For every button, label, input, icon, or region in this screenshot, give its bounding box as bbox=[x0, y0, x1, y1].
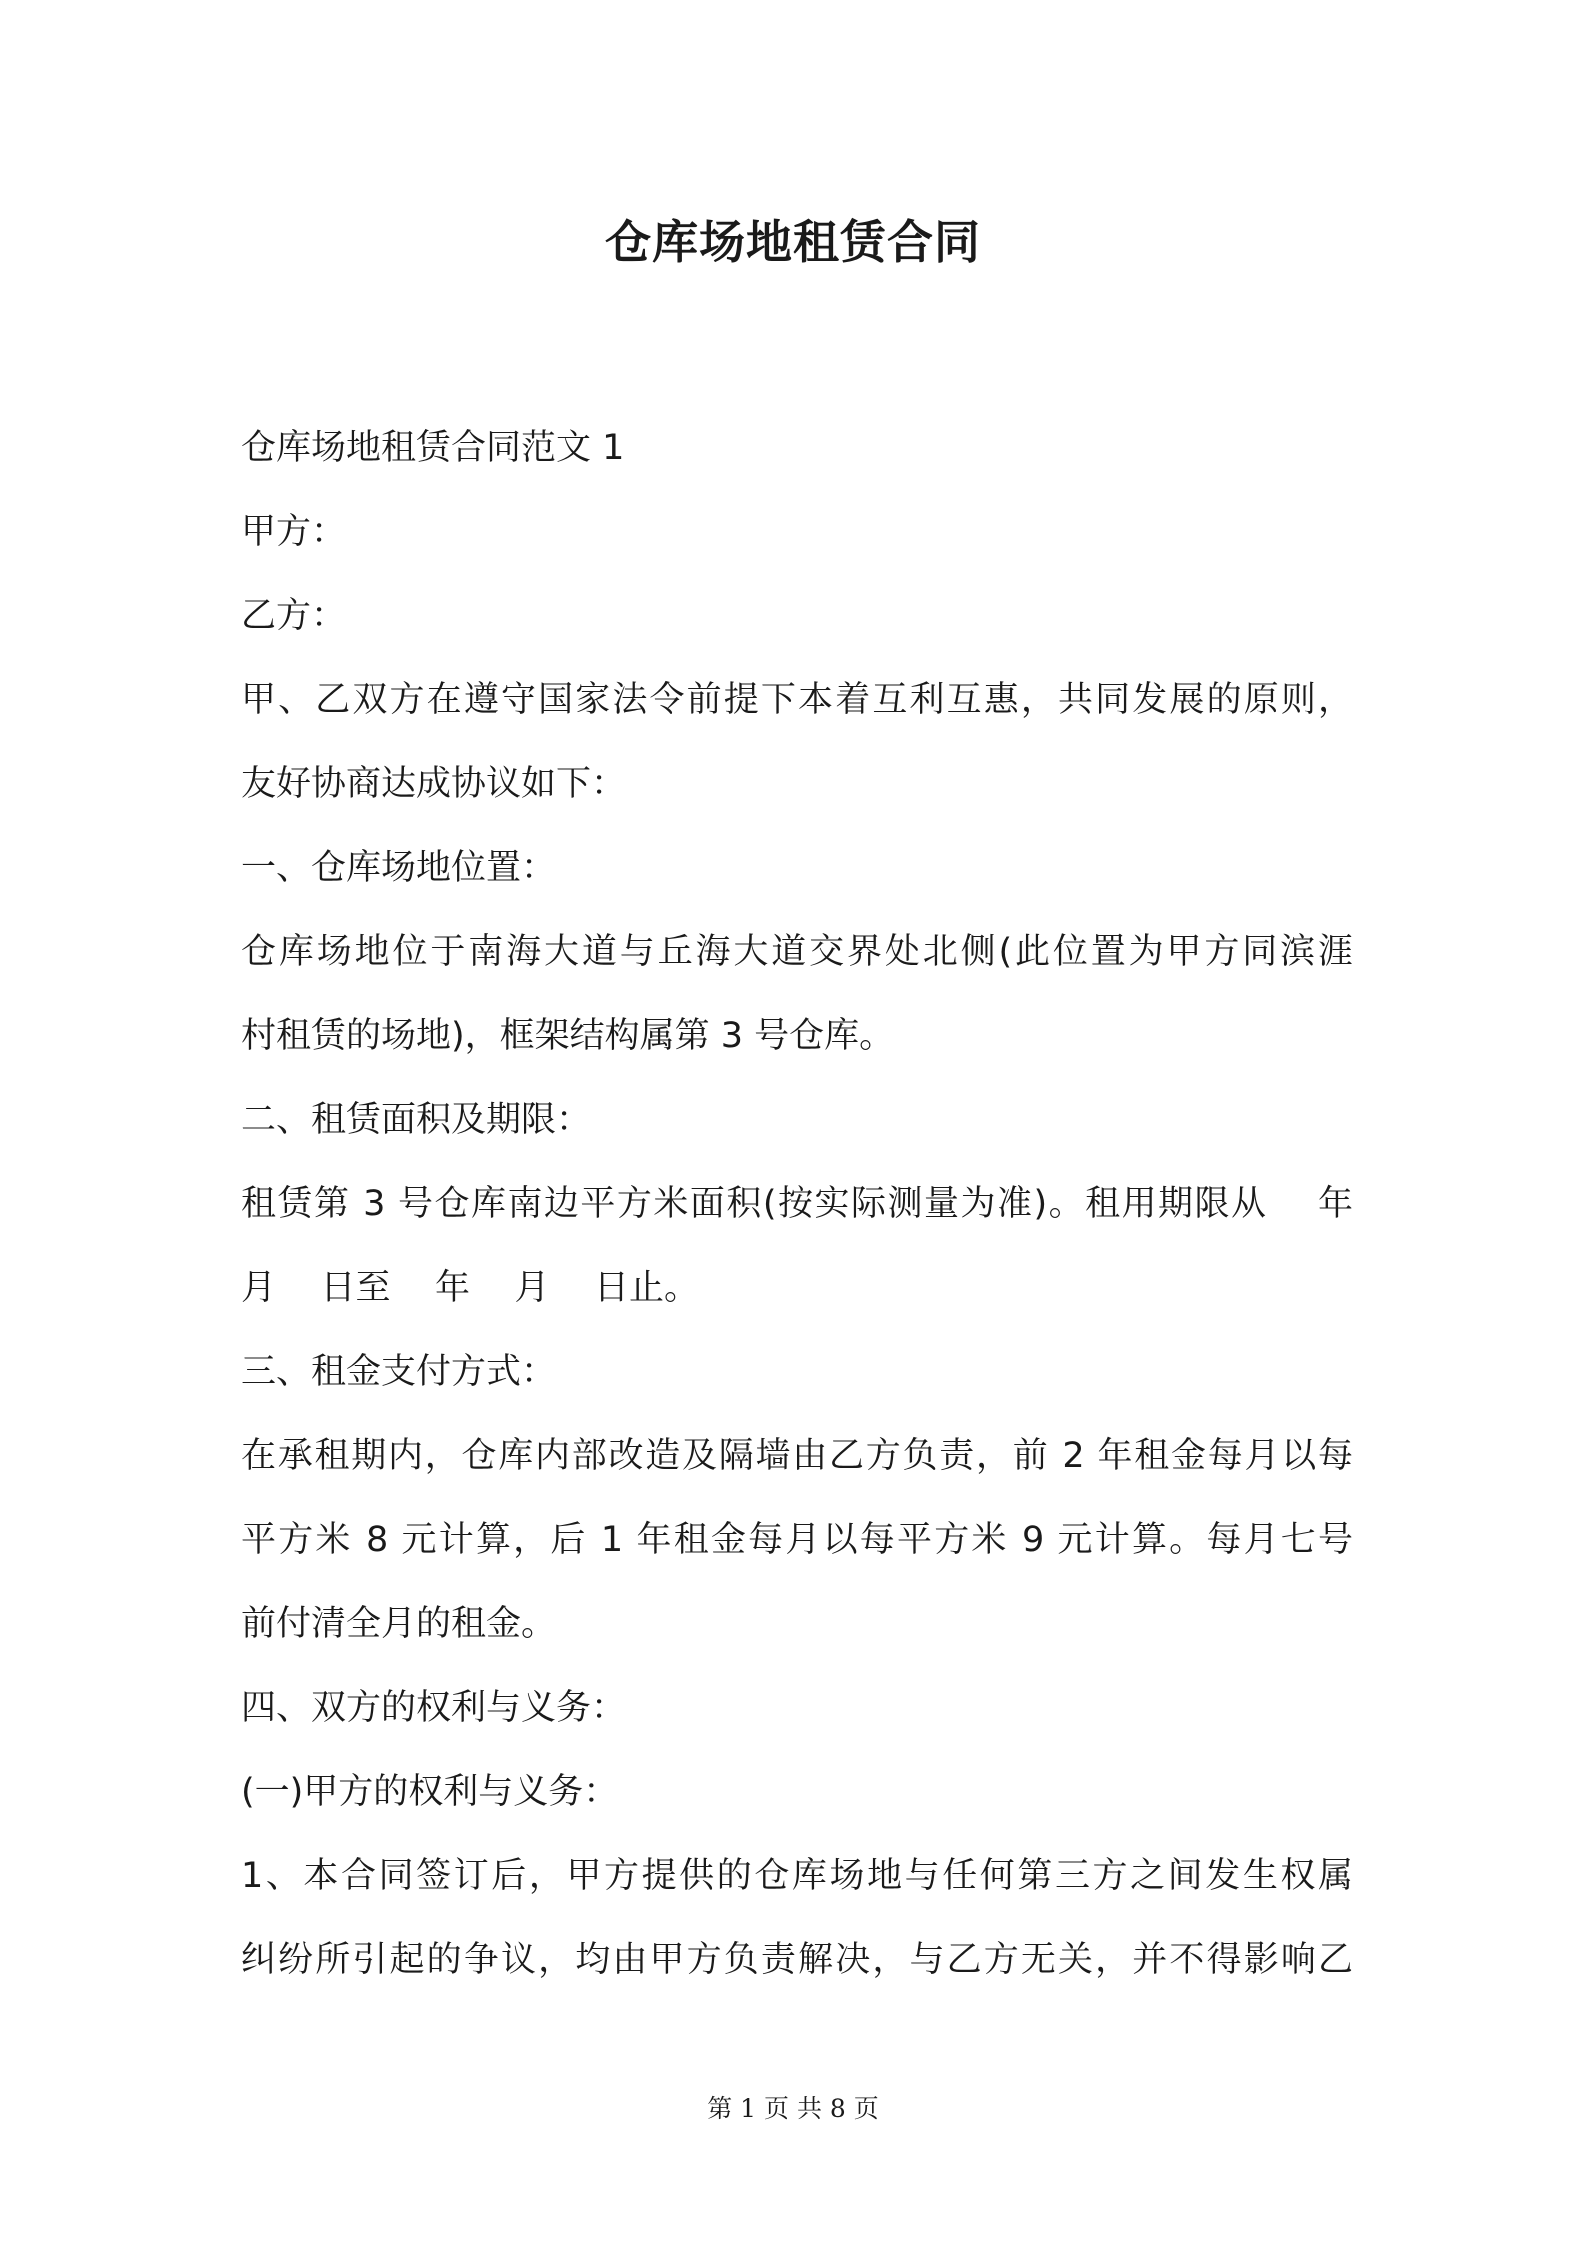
line-section-4-sub-a: (一)甲方的权利与义务： bbox=[241, 1772, 619, 1812]
line-section-4-item-1-b: 纠纷所引起的争议，均由甲方负责解决，与乙方无关，并不得影响乙 bbox=[241, 1940, 1353, 1980]
line-section-1-text-1: 仓库场地位于南海大道与丘海大道交界处北侧(此位置为甲方同滨涯 bbox=[241, 932, 1353, 972]
document-title: 仓库场地租赁合同 bbox=[605, 215, 981, 269]
line-section-4-heading: 四、双方的权利与义务： bbox=[241, 1688, 627, 1728]
line-section-3-text-3: 前付清全月的租金。 bbox=[241, 1604, 557, 1644]
line-section-2-text-1: 租赁第 3 号仓库南边平方米面积(按实际测量为准)。租用期限从 年 bbox=[241, 1184, 1353, 1224]
line-section-1-text-2: 村租赁的场地)，框架结构属第 3 号仓库。 bbox=[241, 1016, 895, 1056]
line-preamble-1: 甲、乙双方在遵守国家法令前提下本着互利互惠，共同发展的原则， bbox=[241, 680, 1353, 720]
line-section-4-item-1-a: 1、本合同签订后，甲方提供的仓库场地与任何第三方之间发生权属 bbox=[241, 1856, 1353, 1896]
line-section-3-text-1: 在承租期内，仓库内部改造及隔墙由乙方负责，前 2 年租金每月以每 bbox=[241, 1436, 1353, 1476]
line-section-2-text-2: 月 日至 年 月 日止。 bbox=[241, 1268, 700, 1308]
line-party-a: 甲方： bbox=[241, 512, 347, 552]
line-party-b: 乙方： bbox=[241, 596, 347, 636]
document-body bbox=[241, 406, 1353, 2002]
line-section-1-heading: 一、仓库场地位置： bbox=[241, 848, 557, 888]
line-section-3-heading: 三、租金支付方式： bbox=[241, 1352, 557, 1392]
line-section-3-text-2: 平方米 8 元计算，后 1 年租金每月以每平方米 9 元计算。每月七号 bbox=[241, 1520, 1353, 1560]
line-heading-sample: 仓库场地租赁合同范文 1 bbox=[241, 428, 625, 468]
page-number-footer: 第 1 页 共 8 页 bbox=[707, 2094, 879, 2123]
line-preamble-2: 友好协商达成协议如下： bbox=[241, 764, 627, 804]
line-section-2-heading: 二、租赁面积及期限： bbox=[241, 1100, 592, 1140]
